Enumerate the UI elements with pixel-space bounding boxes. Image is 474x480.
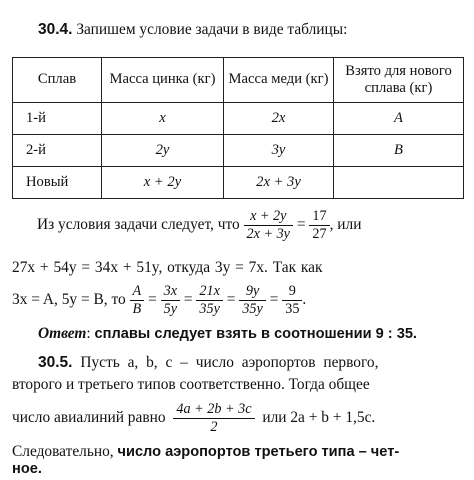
numerator: 9 — [282, 284, 302, 301]
equals-sign: = — [183, 290, 193, 308]
fraction — [173, 402, 254, 435]
text-line: 27x + 54y = 34x + 51y, откуда 3y = 7x. Так как — [12, 259, 323, 276]
text-line: 3x = A, 5y = B, то $\frac{A}{B}$ = $\frac{3x}{5y}$ = $\frac{21x}{35y}$ = $\frac{9y}{35y}$ = $\frac{9}{35}$ . — [12, 283, 307, 317]
problem-30-4-heading — [38, 21, 347, 40]
table-row — [13, 135, 464, 167]
denominator: 35y — [242, 300, 263, 317]
table-cell: B — [334, 135, 464, 167]
numerator: 17 — [309, 209, 329, 226]
text-line — [38, 354, 378, 373]
numerator: 21x — [196, 284, 223, 301]
table-header: Сплав — [13, 58, 102, 103]
table-cell: 2x — [224, 103, 334, 135]
table-cell: x + 2y — [102, 167, 224, 199]
table-cell: 2y — [102, 135, 224, 167]
table-cell: A — [334, 103, 464, 135]
table-cell: 3y — [224, 135, 334, 167]
conclusion-text: ное. — [12, 461, 42, 477]
table-header: Взято для нового сплава (кг) — [334, 58, 464, 103]
denominator: 27 — [312, 225, 327, 242]
problem-number: 30.5. — [38, 354, 73, 371]
text-segment: Из условия задачи следует, что — [37, 215, 240, 233]
numerator: 9y — [239, 284, 266, 301]
table-row — [13, 167, 464, 199]
fraction — [309, 209, 329, 242]
equals-sign: = — [148, 290, 157, 308]
table-header: Масса цинка (кг) — [102, 58, 224, 103]
table-row — [13, 103, 464, 135]
fraction — [282, 284, 302, 317]
table-cell: x — [102, 103, 224, 135]
text-line: второго и третьего типов соответственно. Тогда общее — [12, 376, 370, 393]
equals-sign: = — [296, 215, 306, 233]
table-cell: 1-й — [13, 103, 102, 135]
numerator: 4a + 2b + 3c — [173, 402, 254, 419]
denominator: 5y — [163, 300, 178, 317]
text-segment: 3x = A, 5y = B, то — [12, 290, 126, 308]
text-segment: Следовательно, — [12, 443, 114, 460]
answer-label: Ответ — [38, 325, 87, 342]
alloy-table — [12, 57, 464, 199]
table-cell: Новый — [13, 167, 102, 199]
fraction — [244, 209, 293, 242]
text-segment: или 2a + b + 1,5c. — [262, 408, 376, 426]
text-line — [37, 209, 361, 242]
table-cell: 2-й — [13, 135, 102, 167]
fraction — [196, 284, 223, 317]
text-line — [12, 402, 375, 435]
numerator: x + 2y — [244, 209, 293, 226]
text-segment: Пусть a, b, c – число аэропортов первого, — [80, 354, 379, 371]
denominator: 35 — [285, 300, 300, 317]
text-line — [12, 443, 399, 462]
table-header: Масса меди (кг) — [224, 58, 334, 103]
numerator: 3x — [161, 284, 180, 301]
table-header-row — [13, 58, 464, 103]
equals-sign: = — [226, 290, 236, 308]
denominator: 2 — [210, 418, 218, 435]
conclusion-text: число аэропортов третьего типа – чет- — [117, 444, 400, 460]
table-cell — [334, 167, 464, 199]
problem-intro: Запишем условие задачи в виде таблицы: — [76, 21, 348, 38]
problem-number: 30.4. — [38, 21, 73, 38]
text-segment: число авиалиний равно — [12, 408, 166, 426]
numerator: A — [130, 284, 145, 301]
equals-sign: = — [269, 290, 279, 308]
answer-colon: : — [86, 325, 91, 342]
fraction — [239, 284, 266, 317]
text-segment: , или — [329, 215, 362, 233]
denominator: 2x + 3y — [246, 225, 290, 242]
answer-line — [38, 325, 417, 344]
denominator: 35y — [199, 300, 220, 317]
fraction — [161, 284, 180, 317]
answer-text: сплавы следует взять в соотношении 9 : 35. — [94, 326, 417, 342]
denominator: B — [132, 300, 142, 317]
fraction — [130, 284, 145, 317]
table-cell: 2x + 3y — [224, 167, 334, 199]
